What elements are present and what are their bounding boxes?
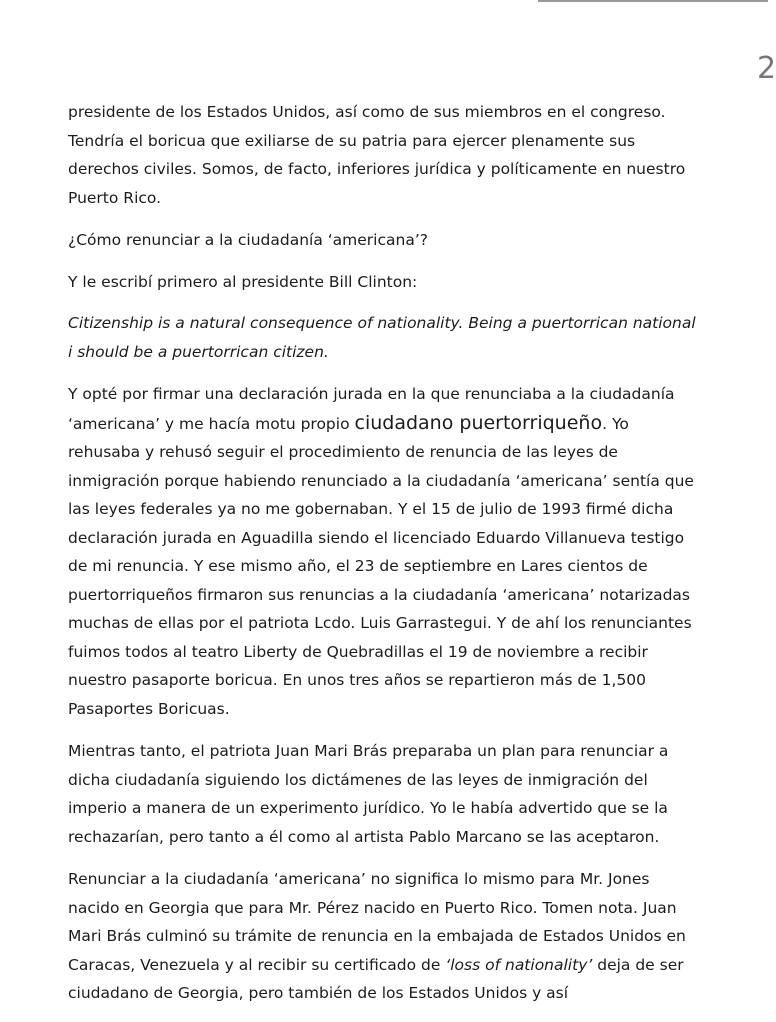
paragraph-3: Y le escribí primero al presidente Bill Clinton: bbox=[68, 272, 418, 291]
page-number: 2 bbox=[757, 51, 776, 86]
paragraph-7-rest: deja de ser ciudadano de Georgia, pero también de los Estados Unidos y así bbox=[68, 955, 684, 1002]
paragraph-5-rest: . Yo rehusaba y rehusó seguir el procedimiento de renuncia de las leyes de inmigración porque habiendo renunciado a la ciudadanía ‘americana’ sentía que las leyes federales ya no me gobernaban. Y el 15 de julio de 1993 firmé dicha declaración jurada en Aguadilla siendo el licenciado Eduardo Villanueva testigo de mi renuncia. Y ese mismo año, el 23 de septiembre en Lares cientos de puertorriqueños firmaron sus renuncias a la ciudadanía ‘americana’ notarizadas muchas de ellas por el patriota Lcdo. Luis Garrastegui. Y de ahí los renunciantes fuimos todos al teatro Liberty de Quebradillas el 19 de noviembre a recibir nuestro pasaporte boricua. En unos tres años se repartieron más de 1,500 Pasaportes Boricuas. bbox=[68, 414, 694, 718]
paragraph-7 bbox=[68, 865, 698, 1008]
paragraph-4-quote bbox=[68, 309, 698, 366]
document-body bbox=[68, 98, 698, 1022]
paragraph-2-question: ¿Cómo renunciar a la ciudadanía ‘americana’? bbox=[68, 231, 428, 249]
paragraph-5 bbox=[68, 380, 698, 723]
paragraph-5-start: Y opté por firmar una declaración jurada en la que renunciaba a la ciudadanía ‘americana’ y me hacía motu propio bbox=[68, 385, 675, 433]
paragraph-6: Mientras tanto, el patriota Juan Mari Brás preparaba un plan para renunciar a dicha ciudadanía siguiendo los dictámenes de las leyes de inmigración del imperio a manera de un experimento jurídico. Yo le había advertido que se la rechazarían, pero tanto a él como al artista Pablo Marcano se las aceptaron. bbox=[68, 742, 669, 846]
paragraph-7-start: Renunciar a la ciudadanía ‘americana’ no significa lo mismo para Mr. Jones nacido en Georgia que para Mr. Pérez nacido en Puerto Rico. Tomen nota. Juan Mari Brás culminó su trámite de renuncia en la embajada de Estados Unidos en Caracas, Venezuela y al recibir su certificado de bbox=[68, 870, 686, 974]
top-edge-line bbox=[538, 0, 768, 2]
english-quote: Citizenship is a natural consequence of nationality. Being a puertorrican national i should be a puertorrican citizen. bbox=[68, 314, 696, 361]
loss-of-nationality: ‘loss of nationality’ bbox=[445, 955, 593, 974]
citizen-emphasis: ciudadano puertorriqueño bbox=[354, 411, 603, 434]
paragraph-1: presidente de los Estados Unidos, así como de sus miembros en el congreso. Tendría el boricua que exiliarse de su patria para ejercer plenamente sus derechos civiles. Somos, de facto, inferiores jurídica y políticamente en nuestro Puerto Rico. bbox=[68, 103, 686, 207]
